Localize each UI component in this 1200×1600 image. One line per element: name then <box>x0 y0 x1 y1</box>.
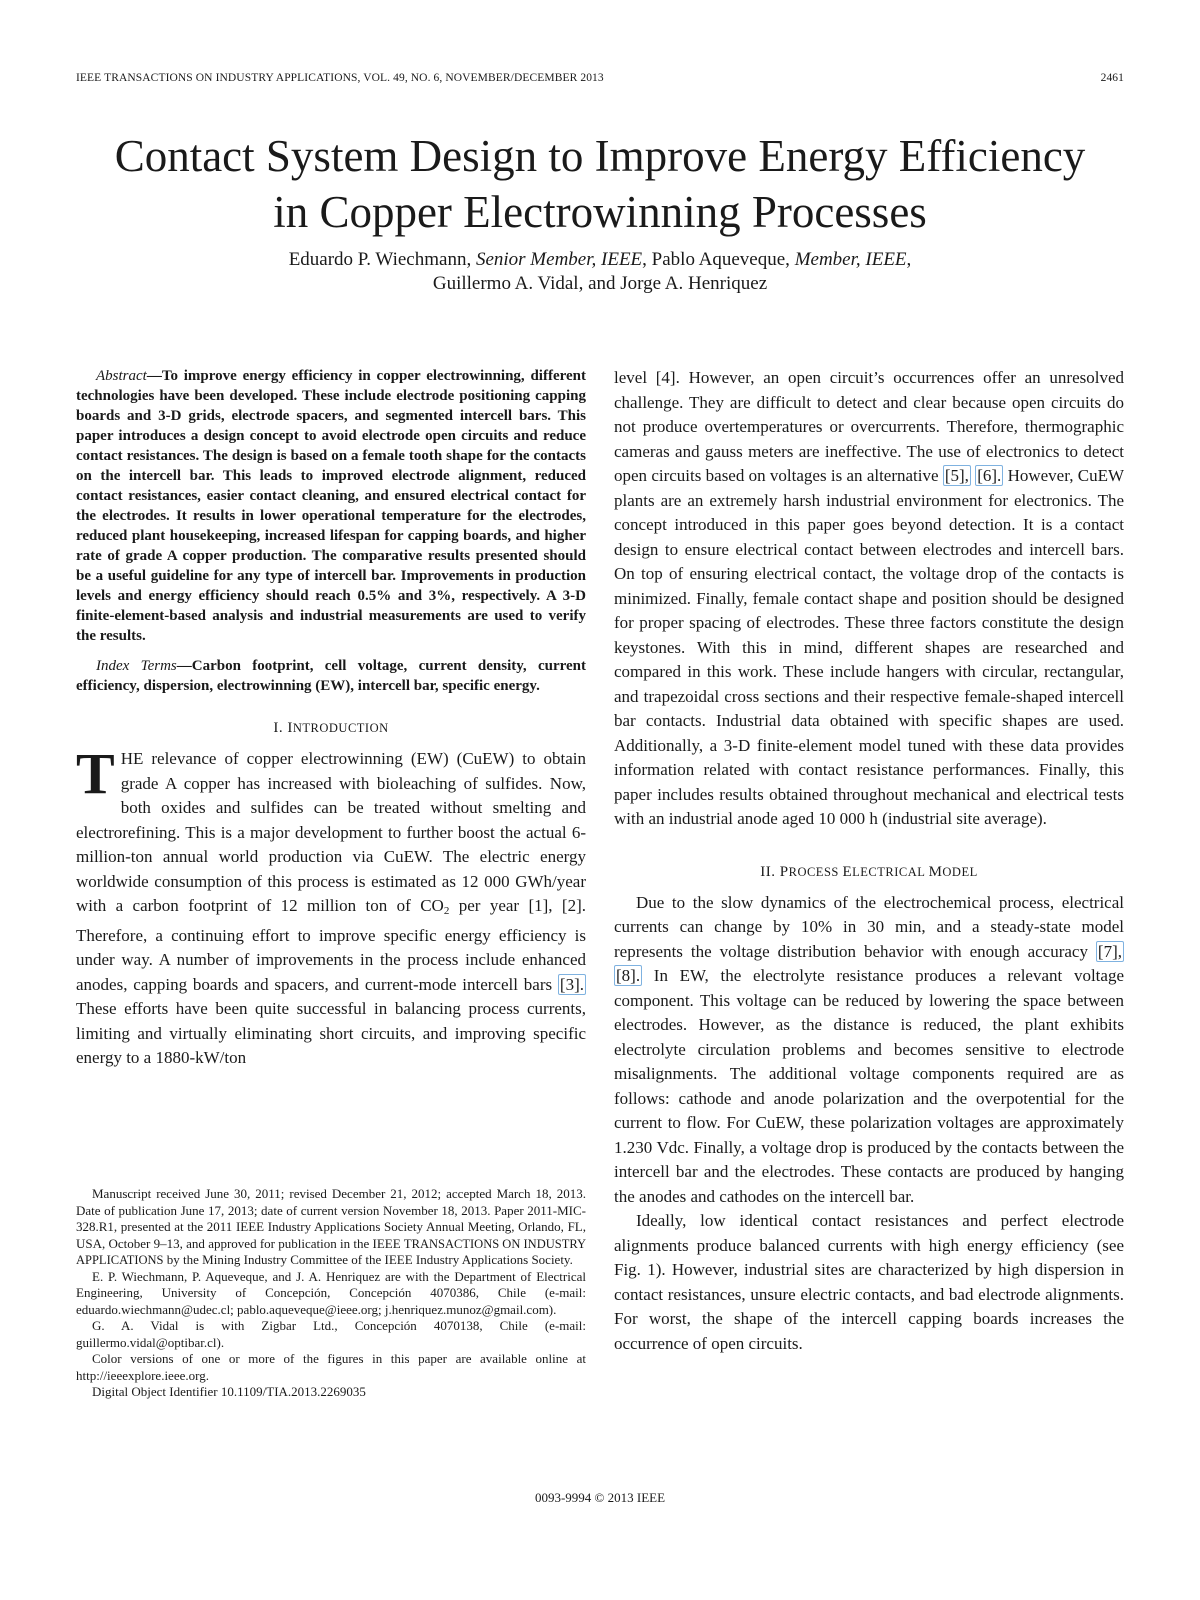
section-rest: NTRODUCTION <box>292 721 389 735</box>
right-text-1b: However, CuEW plants are an extremely harsh industrial environment for electronics. The concept introduced in this paper goes beyond detection. It is a contact design to ensure electrical contact between electrodes and intercell bars. On top of ensuring electrical contact, the voltage drop of the contacts is minimized. Finally, female contact shape and position should be designed for proper spacing of electrodes. These three factors constitute the design keystones. With this in mind, different shapes are researched and compared in this work. These include hangers with circular, rectangular, and trapezoidal cross sections and their respective female-shaped intercell bar contacts. Industrial data obtained with specific shapes are used. Additionally, a 3-D finite-element model tuned with these data provides information related with contact resistance performances. Finally, this paper includes results obtained throughout mechanical and electrical tests with an industrial anode aged 10 000 h (industrial site average). <box>614 466 1125 828</box>
index-terms <box>76 656 586 696</box>
section2-w3-rest: ODEL <box>942 864 978 879</box>
reference-link-5[interactable]: [5], <box>944 466 969 485</box>
footnote-doi: Digital Object Identifier 10.1109/TIA.2013.2269035 <box>92 1384 366 1399</box>
section-number: I. <box>273 720 288 736</box>
section-heading-process-model <box>614 864 1124 881</box>
author-2-sep: , <box>906 249 912 270</box>
section2-w2-first: E <box>842 863 853 880</box>
right-text-2b: In EW, the electrolyte resistance produces a relevant voltage component. This voltage can be reduced by lowering the space between electrodes. However, as the distance is reduced, the plant exhibits electrolyte circulation problems and becomes sensitive to electrode misalignments. The additional voltage components required are as follows: cathode and anode polarization and the overpotential for the current to flow. For CuEW, these polarization voltages are approximately 1.230 Vdc. Finally, a voltage drop is produced by the contacts between the intercell bar and the electrodes. These contacts are produced by hanging the anodes and cathodes on the intercell bar. <box>614 966 1124 1206</box>
right-text-1a: level [4]. However, an open circuit’s occurrences offer an unresolved challenge. They are difficult to detect and clear because open circuits do not produce overtemperatures or overcurrents. Therefore, thermographic cameras and gauss meters are ineffective. The use of electronics to detect open circuits based on voltages is an alternative <box>614 368 1124 485</box>
reference-link-6[interactable]: [6]. <box>977 466 1002 485</box>
footnote-affiliation-1: E. P. Wiechmann, P. Aqueveque, and J. A. Henriquez are with the Department of Electrical Engineering, University of Concepción, Concepción 4070386, Chile (e-mail: eduardo.wiechmann@udec.cl; pablo.aqueveque@ieee.org; j.henriquez.munoz@gmail.com). <box>76 1268 586 1317</box>
author-1-role: Senior Member, IEEE <box>475 249 643 270</box>
index-terms-label: Index Terms <box>96 658 177 674</box>
intro-text-3: These efforts have been quite successful in balancing process currents, limiting and virtually eliminating short circuits, and improving specific energy to a 1880-kW/ton <box>76 999 586 1067</box>
reference-link-8[interactable]: [8]. <box>616 966 641 985</box>
intro-text-2: per year [1], [2]. Therefore, a continuing effort to improve specific energy efficiency is under way. A number of improvements in the process include enhanced anodes, capping boards and spacers, and current-mode intercell bars <box>76 896 586 994</box>
right-text-2a: Due to the slow dynamics of the electrochemical process, electrical currents can change by 10% in 30 min, and a steady-state model represents the voltage distribution behavior with enough accuracy <box>614 892 1124 961</box>
intro-text-1: HE relevance of copper electrowinning (EW) (CuEW) to obtain grade A copper has increased with bioleaching of sulfides. Now, both oxides and sulfides can be treated without smelting and electrorefining. This is a major development to further boost the actual 6-million-ton annual world production via CuEW. The electric energy worldwide consumption of this process is estimated as 12 000 GWh/year with a carbon footprint of 12 million ton of CO <box>76 749 586 915</box>
footnote-1-smallcaps: RANSACTIONS ON INDUSTRY APPLICATIONS <box>76 1236 587 1267</box>
paper-title <box>40 128 1160 240</box>
abstract-label: Abstract <box>96 368 147 384</box>
page-number: 2461 <box>1100 72 1124 84</box>
author-list <box>40 248 1160 296</box>
author-2-role: Member, IEEE <box>794 249 907 270</box>
index-terms-text: —Carbon footprint, cell voltage, current density, current efficiency, dispersion, electrowinning (EW), intercell bar, specific energy. <box>76 658 587 694</box>
drop-cap: T <box>76 741 115 806</box>
section2-w1-rest: ROCESS <box>788 864 843 879</box>
footnotes <box>76 1186 586 1401</box>
section-first-letter: I <box>287 720 293 736</box>
author-1: Eduardo P. Wiechmann, <box>288 249 476 270</box>
footnote-color-versions: Color versions of one or more of the figures in this paper are available online at http://ieeexplore.ieee.org. <box>76 1351 586 1383</box>
co2-subscript: 2 <box>443 905 450 917</box>
footnote-manuscript <box>76 1186 586 1269</box>
right-paragraph-2 <box>614 891 1124 1210</box>
right-paragraph-3: Ideally, low identical contact resistances and perfect electrode alignments produce balanced currents with high energy efficiency (see Fig. 1). However, industrial sites are characterized by high dispersion in contact resistances, unsure electric contacts, and bad electrode alignments. For worst, the shape of the intercell capping boards increases the occurrence of open circuits. <box>614 1211 1124 1353</box>
section2-number: II. <box>760 863 780 880</box>
abstract-text: —To improve energy efficiency in copper electrowinning, different technologies have been developed. These include electrode positioning capping boards and 3-D grids, electrode spacers, and segmented intercell bars. This paper introduces a design concept to avoid electrode open circuits and reduce contact resistances. The design is based on a female tooth shape for the contacts on the intercell bar. This leads to improved electrode alignment, reduced contact resistances, easier contact cleaning, and ensured electrical contact for the electrodes. It results in lower operational temperature for the electrodes, reduced plant housekeeping, increased lifespan for capping boards, and higher rate of grade A copper production. The comparative results presented should be a useful guideline for any type of intercell bar. Improvements in production levels and energy efficiency should reach 0.5% and 3%, respectively. A 3-D finite-element-based analysis and industrial measurements are used to verify the results. <box>76 368 586 644</box>
copyright-footer: 0093-9994 © 2013 IEEE <box>534 1490 666 1505</box>
journal-name: IEEE TRANSACTIONS ON INDUSTRY APPLICATIONS, VOL. 49, NO. 6, NOVEMBER/DECEMBER 2013 <box>76 72 604 84</box>
reference-link-3[interactable]: [3]. <box>559 974 584 994</box>
authors-line-2: Guillermo A. Vidal, and Jorge A. Henriquez <box>432 273 768 294</box>
reference-link-7[interactable]: [7], <box>1097 941 1122 961</box>
author-2: , Pablo Aqueveque, <box>642 249 795 270</box>
section2-w2-rest: LECTRICAL <box>852 864 929 879</box>
left-column <box>76 366 586 1071</box>
abstract <box>76 366 586 646</box>
footnote-1b: by the Mining Industry Committee of the IEEE Industry Applications Society. <box>163 1252 573 1267</box>
section-heading-introduction <box>76 720 586 737</box>
section2-w1-first: P <box>779 863 789 880</box>
right-paragraph-1 <box>614 366 1124 832</box>
footnote-1a: Manuscript received June 30, 2011; revised December 21, 2012; accepted March 18, 2013. Date of publication June 17, 2013; date of current version November 18, 2013. Paper 2011-MIC-328.R1, presented at the 2011 IEEE Industry Applications Society Annual Meeting, Orlando, FL, USA, October 9–13, and approved for publication in the IEEE T <box>76 1186 586 1251</box>
footnote-affiliation-2: G. A. Vidal is with Zigbar Ltd., Concepción 4070138, Chile (e-mail: guillermo.vidal@optibar.cl). <box>76 1318 586 1350</box>
section2-w3-first: M <box>928 863 943 880</box>
intro-paragraph <box>76 741 586 1071</box>
title-line-2: in Copper Electrowinning Processes <box>273 187 927 237</box>
running-head <box>76 72 1124 84</box>
right-column <box>614 366 1124 1356</box>
title-line-1: Contact System Design to Improve Energy Efficiency <box>114 131 1086 181</box>
